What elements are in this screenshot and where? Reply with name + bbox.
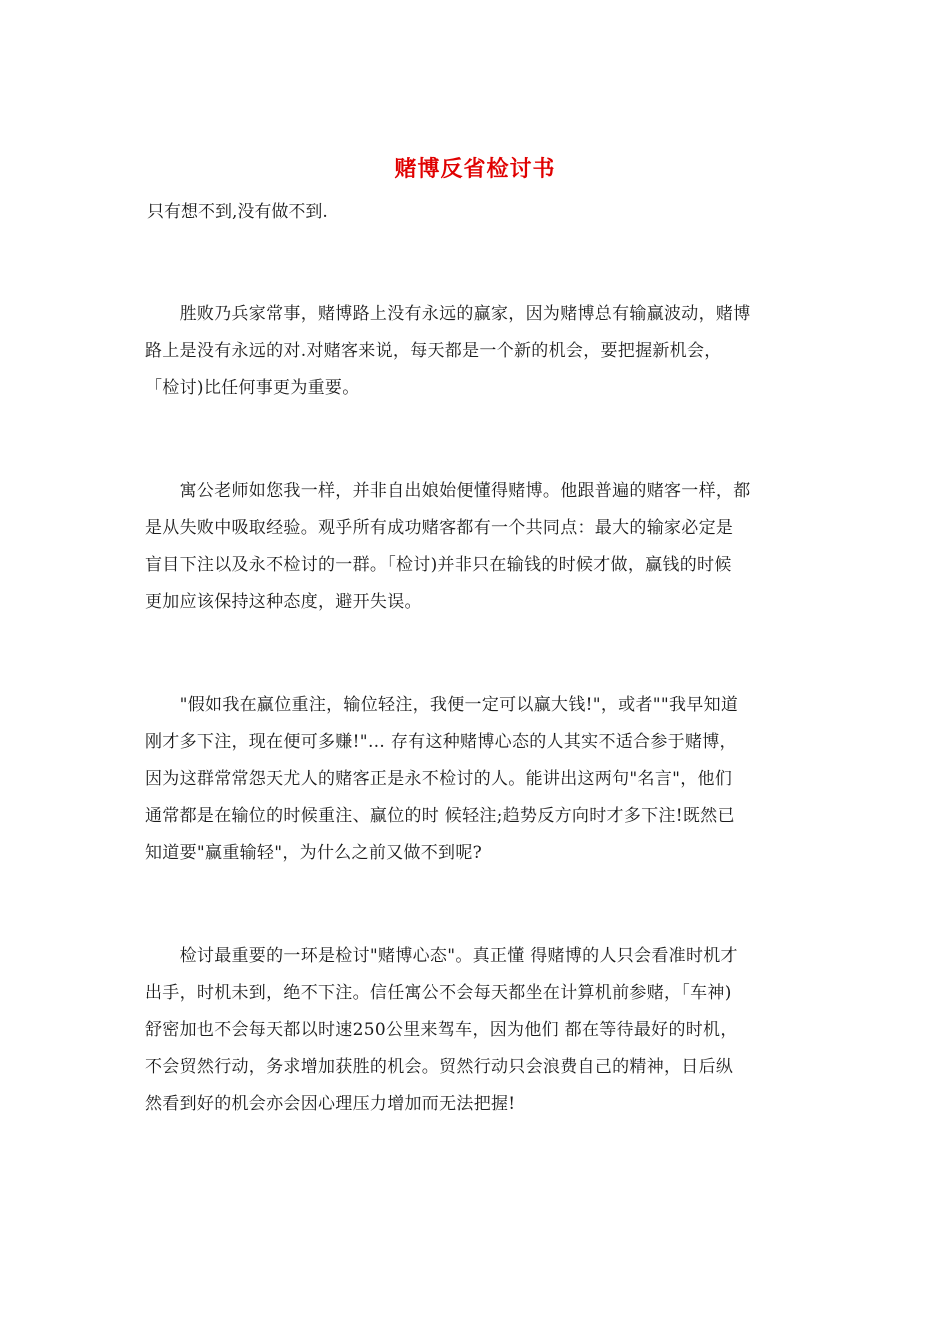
paragraph-line: 知道要"赢重输轻"，为什么之前又做不到呢? (145, 843, 483, 863)
paragraph-line: 「检讨)比任何事更为重要。 (145, 378, 360, 398)
paragraph-2 (145, 473, 810, 621)
paragraph-3 (145, 687, 810, 872)
document-title: 赌博反省检讨书 (394, 156, 556, 182)
paragraph-line: 胜败乃兵家常事，赌博路上没有永远的赢家，因为赌博总有输赢波动，赌博 (145, 304, 751, 324)
paragraph-line: 因为这群常常怨天尤人的赌客正是永不检讨的人。能讲出这两句"名言"，他们 (145, 769, 733, 789)
paragraph-line: 舒密加也不会每天都以时速250公里来驾车，因为他们 都在等待最好的时机， (145, 1020, 738, 1040)
paragraph-line: 不会贸然行动，务求增加获胜的机会。贸然行动只会浪费自己的精神，日后纵 (145, 1057, 734, 1077)
paragraph-line: 刚才多下注，现在便可多赚!"… 存有这种赌博心态的人其实不适合参于赌博， (145, 732, 737, 752)
paragraph-line: "假如我在赢位重注，输位轻注，我便一定可以赢大钱!"，或者""我早知道 (145, 695, 739, 715)
paragraph-4 (145, 938, 810, 1123)
paragraph-1 (145, 296, 810, 407)
paragraph-line: 出手，时机未到，绝不下注。信任寓公不会每天都坐在计算机前参赌，「车神) (145, 983, 732, 1003)
paragraph-line: 盲目下注以及永不检讨的一群。「检讨)并非只在输钱的时候才做，赢钱的时候 (145, 555, 732, 575)
paragraph-line: 是从失败中吸取经验。观乎所有成功赌客都有一个共同点：最大的输家必定是 (145, 518, 734, 538)
paragraph-line: 然看到好的机会亦会因心理压力增加而无法把握! (145, 1094, 516, 1114)
paragraph-line: 寓公老师如您我一样，并非自出娘始便懂得赌博。他跟普遍的赌客一样，都 (145, 481, 751, 501)
paragraph-line: 更加应该保持这种态度，避开失误。 (145, 592, 422, 612)
paragraph-line: 路上是没有永远的对.对赌客来说，每天都是一个新的机会，要把握新机会， (145, 341, 722, 361)
paragraph-line: 通常都是在输位的时候重注、赢位的时 候轻注;趋势反方向时才多下注!既然已 (145, 806, 735, 826)
document-motto: 只有想不到,没有做不到. (147, 202, 328, 222)
paragraph-line: 检讨最重要的一环是检讨"赌博心态"。真正懂 得赌博的人只会看准时机才 (145, 946, 738, 966)
